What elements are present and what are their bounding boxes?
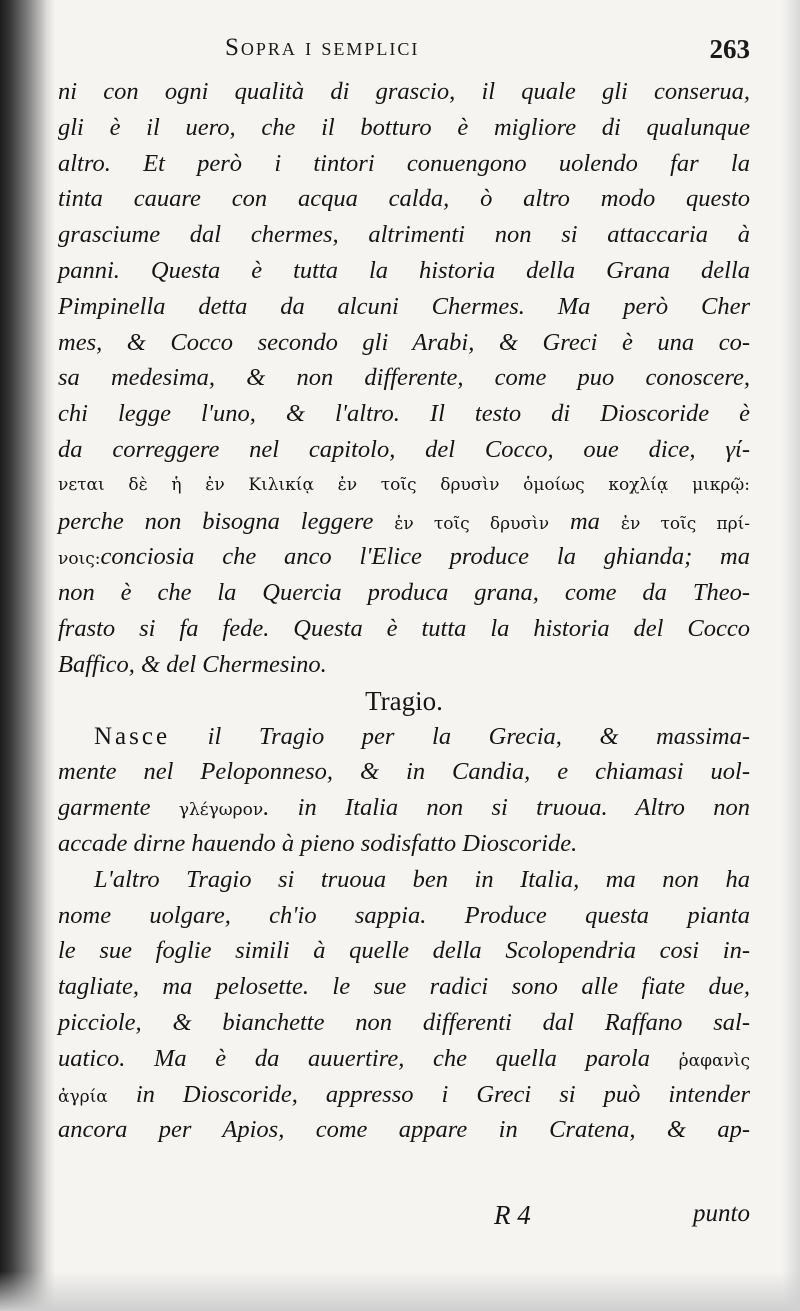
text-line: da correggere nel capitolo, del Cocco, oue dice, γί- <box>58 435 750 463</box>
text-line: ni con ogni qualità di grascio, il quale gli conserua, <box>58 78 750 105</box>
greek-word: ῥαφανὶς <box>678 1050 751 1071</box>
text-line: altro. Et però i tintori conuengono uolendo far la <box>58 149 750 177</box>
text-line: ancora per Apios, come appare in Cratena, & ap- <box>58 1116 750 1144</box>
text-run: conciosia che anco l'Elice produce la ghianda; ma <box>100 543 750 571</box>
text-line: mente nel Peloponneso, & in Candia, e chiamasi uol- <box>58 758 750 786</box>
greek-word: ἀγρία <box>58 1086 108 1107</box>
page-header <box>60 34 750 74</box>
text-line: frasto si fa fede. Questa è tutta la historia del Cocco <box>58 614 750 642</box>
greek-word: γλέγωρον <box>178 800 264 821</box>
page-number: 263 <box>709 34 750 64</box>
binding-shadow <box>0 0 55 1311</box>
text-line: Baffico, & del Chermesino. <box>58 650 327 678</box>
text-line: grasciume dal chermes, altrimenti non si attaccaria à <box>58 221 750 249</box>
greek-quote-line: νεται δὲ ἡ ἐν Κιλικίᾳ ἐν τοῖς δρυσὶν ὁμοίως κοχλίᾳ μικρῷ: <box>58 474 750 495</box>
text-run: il Tragio per la Grecia, & massima- <box>207 722 751 750</box>
page-footer <box>58 1200 750 1240</box>
text-line: nome uolgare, ch'io sappia. Produce questa pianta <box>58 901 750 929</box>
text-line: tinta cauare con acqua calda, ò altro modo questo <box>58 185 750 213</box>
greek-word: νοις: <box>58 549 101 570</box>
signature-mark: R 4 <box>494 1200 531 1230</box>
text-line: mes, & Cocco secondo gli Arabi, & Greci è una co- <box>58 328 750 356</box>
text-line: chi legge l'uno, & l'altro. Il testo di Dioscoride è <box>58 400 750 428</box>
page-edge-shadow <box>782 0 800 1311</box>
greek-word: ἐν τοῖς δρυσὶν <box>394 513 550 534</box>
text-line <box>58 1041 750 1077</box>
opening-word: Nasce <box>94 722 171 750</box>
text-line: picciole, & bianchette non differenti dal Raffano sal- <box>58 1008 750 1036</box>
text-line <box>58 790 750 826</box>
body-text <box>58 74 750 1148</box>
catchword: punto <box>693 1200 750 1227</box>
text-line: non è che la Quercia produca grana, come da Theo- <box>58 579 750 607</box>
text-line: tagliate, ma pelosette. le sue radici sono alle fiate due, <box>58 973 750 1001</box>
section-heading: Tragio. <box>365 685 443 716</box>
text-line: L'altro Tragio si truoua ben in Italia, ma non ha <box>94 865 750 893</box>
text-line: Pimpinella detta da alcuni Chermes. Ma però Cher <box>58 292 750 320</box>
text-line: le sue foglie simili à quelle della Scolopendria cosi in- <box>58 937 750 965</box>
text-line: sa medesima, & non differente, come puo conoscere, <box>58 364 750 392</box>
text-line: panni. Questa è tutta la historia della Grana della <box>58 256 750 284</box>
bottom-edge-shadow <box>0 1271 800 1311</box>
text-run: garmente <box>58 794 151 822</box>
text-line <box>58 504 750 540</box>
greek-word: ἐν τοῖς πρί- <box>620 513 751 534</box>
text-line <box>58 719 750 755</box>
text-run: uatico. Ma è da auuertire, che quella parola <box>58 1044 650 1072</box>
text-run: ma <box>569 507 600 535</box>
text-line: gli è il uero, che il botturo è migliore di qualunque <box>58 113 750 141</box>
text-line <box>58 1077 750 1113</box>
running-title: Sopra i semplici <box>225 34 420 61</box>
text-line: accade dirne hauendo à pieno sodisfatto Dioscoride. <box>58 829 578 857</box>
text-run: . in Italia non si truoua. Altro non <box>263 794 750 822</box>
text-run: in Dioscoride, appresso i Greci si può intender <box>135 1080 751 1108</box>
text-line <box>58 539 750 575</box>
text-run: perche non bisogna leggere <box>58 507 374 535</box>
